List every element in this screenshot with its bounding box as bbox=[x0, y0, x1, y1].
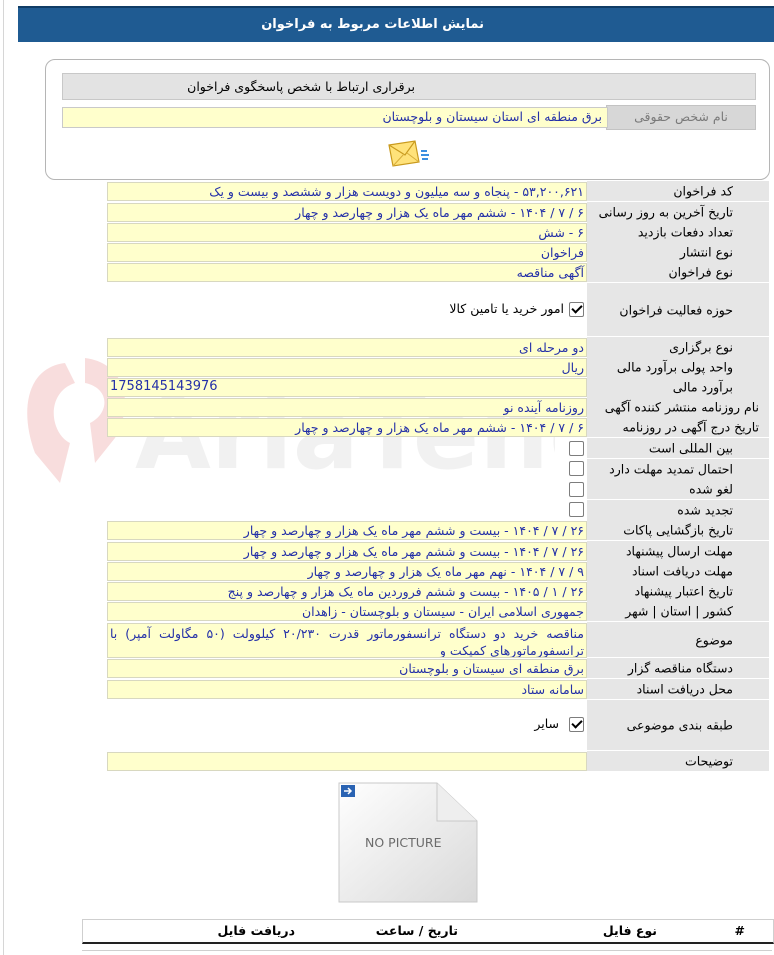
doc-deadline-value: ۹ / ۷ / ۱۴۰۴ - نهم مهر ماه یک هزار و چهارصد و چهار bbox=[107, 562, 587, 581]
organizer-value: برق منطقه ای سیستان و بلوچستان bbox=[107, 659, 587, 678]
cancelled-checkbox[interactable] bbox=[569, 482, 584, 497]
envelope-date-label: تاریخ بازگشایی پاکات bbox=[587, 520, 769, 541]
activity-checkbox[interactable] bbox=[569, 302, 584, 317]
doc-place-value: سامانه ستاد bbox=[107, 680, 587, 699]
page-title: نمایش اطلاعات مربوط به فراخوان bbox=[261, 17, 484, 32]
submit-deadline-value: ۲۶ / ۷ / ۱۴۰۴ - بیست و ششم مهر ماه یک هزار و چهارصد و چهار bbox=[107, 542, 587, 561]
location-value: جمهوری اسلامی ایران - سیستان و بلوچستان - زاهدان bbox=[107, 602, 587, 621]
currency-label: واحد پولی برآورد مالی bbox=[587, 357, 769, 378]
col-download: دریافت فایل bbox=[217, 923, 295, 938]
cancelled-label: لغو شده bbox=[587, 479, 769, 500]
envelope-icon[interactable] bbox=[385, 138, 431, 170]
publish-type-value: فراخوان bbox=[107, 243, 587, 262]
description-value bbox=[107, 752, 587, 771]
last-update-label: تاریخ آخرین به روز رسانی bbox=[587, 202, 769, 223]
no-picture-image bbox=[337, 781, 479, 904]
call-type-value: آگهی مناقصه bbox=[107, 263, 587, 282]
doc-deadline-label: مهلت دریافت اسناد bbox=[587, 561, 769, 582]
table-bottom-border bbox=[82, 950, 772, 951]
doc-place-label: محل دریافت اسناد bbox=[587, 679, 769, 700]
envelope-date-value: ۲۶ / ۷ / ۱۴۰۴ - بیست و ششم مهر ماه یک هزار و چهارصد و چهار bbox=[107, 521, 587, 540]
renewed-checkbox[interactable] bbox=[569, 502, 584, 517]
contact-panel bbox=[45, 59, 770, 180]
col-number: # bbox=[734, 923, 745, 938]
activity-option-label: امور خرید یا تامین کالا bbox=[449, 301, 564, 316]
col-file-type: نوع فایل bbox=[602, 923, 657, 938]
visits-value: ۶ - شش bbox=[107, 223, 587, 242]
description-label: توضیحات bbox=[587, 751, 769, 772]
call-type-label: نوع فراخوان bbox=[587, 262, 769, 283]
code-label: کد فراخوان bbox=[587, 181, 769, 202]
location-label: کشور | استان | شهر bbox=[587, 601, 769, 622]
newspaper-date-label: تاریخ درج آگهی در روزنامه bbox=[587, 417, 769, 438]
files-table-header bbox=[82, 919, 774, 944]
category-checkbox[interactable] bbox=[569, 717, 584, 732]
publish-type-label: نوع انتشار bbox=[587, 242, 769, 263]
code-value: ۵۳,۲۰۰,۶۲۱ - پنجاه و سه میلیون و دویست هزار و ششصد و بیست و یک bbox=[107, 182, 587, 201]
validity-value: ۲۶ / ۱ / ۱۴۰۵ - بیست و ششم فروردین ماه یک هزار و چهارصد و پنج bbox=[107, 582, 587, 601]
holding-type-value: دو مرحله ای bbox=[107, 338, 587, 357]
visits-label: تعداد دفعات بازدید bbox=[587, 222, 769, 243]
person-type-label: نام شخص حقوقی bbox=[606, 105, 756, 130]
subject-label: موضوع bbox=[587, 622, 769, 658]
subject-value: مناقصه خرید دو دستگاه ترانسفورماتور قدرت ۲۰/۲۳۰ کیلوولت (۵۰ مگاولت آمپر) با ترانسفورماتورهای کمپکت و bbox=[107, 623, 587, 658]
contact-title-bar[interactable] bbox=[62, 73, 756, 100]
extension-checkbox[interactable] bbox=[569, 461, 584, 476]
newspaper-value: روزنامه آینده نو bbox=[107, 398, 587, 417]
renewed-label: تجدید شده bbox=[587, 500, 769, 521]
newspaper-date-value: ۶ / ۷ / ۱۴۰۴ - ششم مهر ماه یک هزار و چهارصد و چهار bbox=[107, 418, 587, 437]
international-checkbox[interactable] bbox=[569, 441, 584, 456]
newspaper-label: نام روزنامه منتشر کننده آگهی bbox=[587, 397, 769, 418]
last-update-value: ۶ / ۷ / ۱۴۰۴ - ششم مهر ماه یک هزار و چهارصد و چهار bbox=[107, 203, 587, 222]
category-label: طبقه بندی موضوعی bbox=[587, 700, 769, 751]
category-option-label: سایر bbox=[534, 716, 559, 731]
submit-deadline-label: مهلت ارسال پیشنهاد bbox=[587, 541, 769, 562]
currency-value: ریال bbox=[107, 358, 587, 377]
international-label: بین المللی است bbox=[587, 438, 769, 459]
extension-label: احتمال تمدید مهلت دارد bbox=[587, 459, 769, 480]
page-header bbox=[18, 6, 774, 42]
organizer-label: دستگاه مناقصه گزار bbox=[587, 658, 769, 679]
activity-label: حوزه فعالیت فراخوان bbox=[587, 283, 769, 337]
col-date-time: تاریخ / ساعت bbox=[375, 923, 458, 938]
estimate-value: 1758145143976 bbox=[107, 378, 587, 397]
validity-label: تاریخ اعتبار پیشنهاد bbox=[587, 581, 769, 602]
person-name-field: برق منطقه ای استان سیستان و بلوچستان bbox=[62, 107, 608, 128]
estimate-label: برآورد مالی bbox=[587, 377, 769, 398]
page-border bbox=[3, 0, 4, 955]
contact-title: برقراری ارتباط با شخص پاسخگوی فراخوان bbox=[187, 79, 415, 94]
no-picture-text: NO PICTURE bbox=[365, 835, 442, 850]
holding-type-label: نوع برگزاری bbox=[587, 337, 769, 358]
